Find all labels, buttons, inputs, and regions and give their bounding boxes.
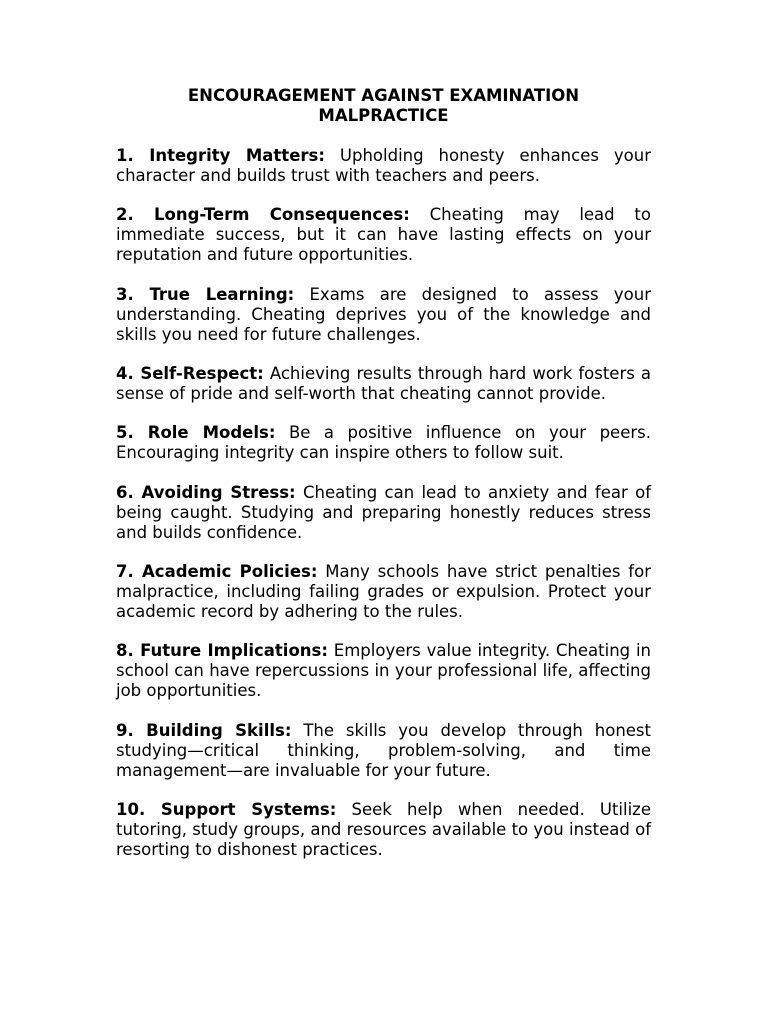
item-heading: 5. Role Models: <box>116 423 276 443</box>
list-item <box>116 364 651 404</box>
item-text: Cheating may lead to immediate success, but it can have lasting effects on your reputation and future opportunities. <box>116 205 651 265</box>
list-item <box>116 800 651 860</box>
document-title <box>116 86 651 126</box>
item-text: Seek help when needed. Utilize tutoring, study groups, and resources available to you instead of resorting to dishonest practices. <box>116 800 651 859</box>
list-item <box>116 562 651 622</box>
item-heading: 9. Building Skills: <box>116 720 292 740</box>
item-heading: 10. Support Systems: <box>116 800 337 820</box>
item-heading: 4. Self-Respect: <box>116 364 264 384</box>
document-page <box>116 86 651 879</box>
title-line-2: MALPRACTICE <box>318 106 449 125</box>
item-heading: 1. Integrity Matters: <box>116 146 325 165</box>
item-heading: 7. Academic Policies: <box>116 562 318 582</box>
list-item <box>116 146 651 186</box>
list-item <box>116 285 651 345</box>
list-item <box>116 423 651 463</box>
item-heading: 6. Avoiding Stress: <box>116 482 296 502</box>
item-text: Exams are designed to assess your understanding. Cheating deprives you of the knowledge and skills you need for future challenges. <box>116 284 651 344</box>
item-text: Cheating can lead to anxiety and fear of being caught. Studying and preparing honestly reduces stress and builds confidence. <box>116 482 652 542</box>
list-item <box>116 721 651 781</box>
item-text: Achieving results through hard work fosters a sense of pride and self-worth that cheating cannot provide. <box>116 364 652 403</box>
item-text: Many schools have strict penalties for malpractice, including failing grades or expulsion. Protect your academic record by adhering to the rules. <box>116 562 651 621</box>
item-heading: 8. Future Implications: <box>116 641 328 661</box>
item-heading: 2. Long-Term Consequences: <box>116 205 410 225</box>
item-text: Upholding honesty enhances your character and builds trust with teachers and peers. <box>116 146 652 185</box>
item-text: Employers value integrity. Cheating in school can have repercussions in your professional life, affecting job opportunities. <box>116 641 651 701</box>
list-item <box>116 641 651 701</box>
item-text: Be a positive influence on your peers. Encouraging integrity can inspire others to follow suit. <box>116 423 651 463</box>
list-item <box>116 483 651 543</box>
list-item <box>116 205 651 265</box>
title-line-1: ENCOURAGEMENT AGAINST EXAMINATION <box>187 86 580 105</box>
item-text: The skills you develop through honest studying—critical thinking, problem-solving, and time management—are invaluable for your future. <box>116 720 651 780</box>
item-heading: 3. True Learning: <box>116 284 295 304</box>
